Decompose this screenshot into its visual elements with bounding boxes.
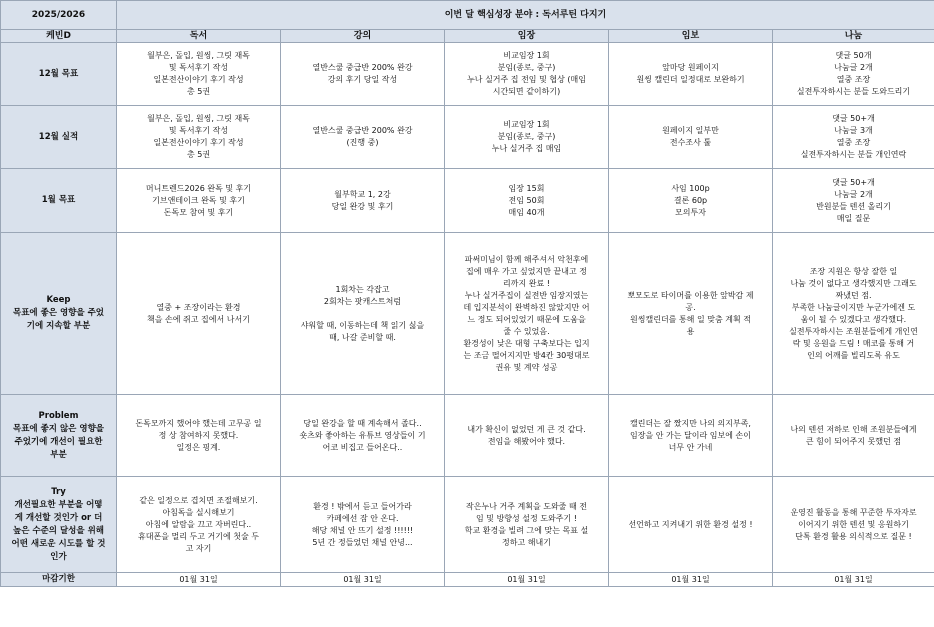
column-header-site-visit[interactable]: 임장	[445, 30, 609, 43]
cell-line: 매일 질문	[836, 213, 871, 223]
cell-line: 학교 환경을 빌려 그에 맞는 목표 설	[464, 525, 589, 535]
cell-report[interactable]	[609, 106, 773, 169]
cell-line: 데 입지분석이 완벽하진 않았지만 어	[463, 302, 590, 312]
cell-line: 캘린더는 잘 짰지만 나의 의지부족,	[630, 418, 751, 428]
cell-line: 앞마당 원페이지	[662, 63, 719, 72]
cell-line: 월부은, 돌입, 원씽, 그릿 재독	[147, 51, 250, 60]
cell-line: 및 독서후기 작성	[168, 63, 229, 72]
cell-line: 일정은 핑계.	[176, 442, 221, 452]
cell-line: 기브앤테이크 완독 및 후기	[152, 195, 245, 205]
cell-line: 매임 40개	[508, 207, 545, 217]
cell-line: 01월 31일	[343, 574, 382, 584]
cell-line: 전수조사 툴	[669, 138, 712, 147]
cell-line: 머니트렌드2026 완독 및 후기	[145, 183, 252, 193]
cell-line: 인의 어깨를 빌리도록 유도	[807, 350, 900, 360]
cell-line: 원씽캘린더를 통해 일 맞춤 계획 적	[630, 314, 751, 324]
cell-line: 돈독모까지 했어야 했는데 고무공 일	[135, 418, 262, 428]
cell-line: 사임 100p	[671, 183, 710, 193]
row-label-cell[interactable]	[1, 169, 117, 233]
cell-report[interactable]	[609, 395, 773, 477]
cell-line: 1회차는 각잡고	[335, 284, 390, 294]
cell-line: 분임(종로, 중구)	[497, 63, 556, 72]
row-label-cell[interactable]	[1, 573, 117, 587]
cell-line: 총 5권	[186, 87, 211, 96]
cell-line: 용	[686, 326, 695, 336]
cell-site-visit[interactable]	[445, 573, 609, 587]
cell-line: 비교임장 1회	[503, 51, 550, 60]
cell-line: 나눔글 2개	[834, 189, 873, 199]
cell-lecture[interactable]	[281, 233, 445, 395]
row-label-line: 부분	[50, 449, 67, 460]
cell-line: 뽀모도로 타이머를 이용한 앞박감 제	[627, 290, 754, 300]
cell-sharing[interactable]	[773, 395, 934, 477]
theme-row	[1, 1, 934, 30]
cell-line: 원씽 캘린더 일정대로 보완하기	[636, 75, 745, 84]
cell-line: 01월 31일	[507, 574, 546, 584]
cell-line: 누나 실거주집이 실전반 임장지였는	[464, 290, 589, 300]
cell-line: 카페에선 잠 안 온다.	[326, 513, 399, 523]
cell-line: 임 및 방향성 설정 도와주기 !	[476, 513, 577, 523]
theme-cell[interactable]: 이번 달 핵심성장 분야 : 독서루틴 다지기	[117, 1, 934, 30]
cell-site-visit[interactable]	[445, 106, 609, 169]
cell-lecture[interactable]	[281, 169, 445, 233]
cell-site-visit[interactable]	[445, 233, 609, 395]
cell-line: 짜냈던 점.	[835, 290, 872, 300]
cell-reading[interactable]	[117, 573, 281, 587]
deadline-row	[1, 573, 934, 587]
cell-line: 정하고 해내기	[502, 537, 551, 547]
column-header-reading[interactable]: 독서	[117, 30, 281, 43]
cell-line: (진행 중)	[346, 138, 379, 147]
cell-line: 전임을 해봤어야 했다.	[487, 436, 566, 446]
cell-line: 선언하고 지켜내기 위한 환경 설정 !	[628, 519, 753, 529]
cell-line: 반원분들 텐션 올리기	[816, 201, 891, 211]
cell-report[interactable]	[609, 169, 773, 233]
cell-line: 락 및 응원을 드림 ! 매코를 통해 거	[792, 338, 915, 348]
cell-line: 01월 31일	[834, 574, 873, 584]
cell-report[interactable]	[609, 233, 773, 395]
cell-sharing[interactable]	[773, 233, 934, 395]
cell-line: 나의 텐션 저하로 인해 조원분들에게	[790, 424, 917, 434]
cell-line: 환경 ! 밖에서 듣고 들어가라	[313, 501, 412, 511]
cell-line: 너무 안 가네	[668, 442, 713, 452]
cell-line: 5년 간 정들었던 채널 안녕...	[312, 537, 413, 547]
cell-reading[interactable]	[117, 477, 281, 573]
row-label-line: Problem	[38, 410, 79, 421]
cell-reading[interactable]	[117, 106, 281, 169]
cell-line: 나눔글 3개	[834, 126, 873, 135]
cell-line: 파써미님이 함께 해주셔서 악천후에	[464, 254, 589, 264]
cell-site-visit[interactable]	[445, 395, 609, 477]
cell-lecture[interactable]	[281, 573, 445, 587]
cell-line: 느 정도 되어있었기 때문에 도움을	[467, 314, 586, 324]
column-header-report[interactable]: 임보	[609, 30, 773, 43]
cell-line: 샤워할 때, 이동하는데 책 읽기 싫을	[300, 320, 425, 330]
cell-line: 때, 나갈 준비할 때.	[329, 332, 396, 342]
cell-line: 권유 및 계약 성공	[495, 362, 558, 372]
cell-line: 전임 50회	[508, 195, 545, 205]
cell-reading[interactable]	[117, 395, 281, 477]
cell-sharing[interactable]	[773, 106, 934, 169]
row-label-line: 주었기에 개선이 필요한	[14, 436, 103, 447]
cell-line: 비교임장 1회	[503, 120, 550, 129]
cell-sharing[interactable]	[773, 43, 934, 106]
cell-site-visit[interactable]	[445, 169, 609, 233]
year-cell[interactable]: 2025/2026	[1, 1, 117, 30]
cell-lecture[interactable]	[281, 477, 445, 573]
cell-line: 임장 15회	[508, 183, 545, 193]
cell-sharing[interactable]	[773, 573, 934, 587]
cell-line: 당일 완강 및 후기	[331, 201, 394, 211]
row-label-line: 높은 수준의 달성을 위해	[13, 525, 104, 536]
cell-line: 월부은, 돌입, 원씽, 그릿 재독	[147, 114, 250, 123]
row-label-line: 목표에 좋은 영향을 주었	[13, 308, 104, 318]
keep-row	[1, 233, 934, 395]
cell-line: 아침독을 실시해보기	[162, 507, 235, 517]
row-label-line: 게 개선할 것인가 or 더	[14, 512, 103, 523]
row-label-cell[interactable]	[1, 395, 117, 477]
cell-line: 월부학교 1, 2강	[334, 189, 391, 199]
row-label-line: 1월 목표	[41, 195, 76, 205]
cell-line: 2회차는 팟캐스트처럼	[323, 296, 402, 306]
cell-line: 01월 31일	[179, 574, 218, 584]
cell-line: 공.	[685, 302, 696, 312]
cell-line: 실전투자하시는 분들 개인연락	[800, 150, 907, 159]
cell-site-visit[interactable]	[445, 43, 609, 106]
row-label-cell[interactable]	[1, 477, 117, 573]
cell-lecture[interactable]	[281, 43, 445, 106]
row-label-line: 기에 지속할 부분	[26, 321, 91, 331]
cell-line: 조장 지원은 항상 잘한 일	[809, 266, 898, 276]
cell-line: 결론 60p	[673, 195, 708, 205]
cell-line: 열반스쿨 중급반 200% 완강	[312, 63, 413, 72]
cell-line: 강의 후기 당일 작성	[327, 75, 398, 84]
cell-line: 휴대폰을 멀리 두고 거기에 첫술 두	[138, 531, 259, 541]
cell-line: 실전투자하시는 분들 도와드리기	[796, 87, 911, 96]
cell-line: 책을 손에 쥐고 집에서 나서기	[147, 314, 250, 324]
cell-line: 임장을 안 가는 달이라 임보에 손이	[630, 430, 751, 440]
row-label-line: 목표에 좋지 않은 영향을	[13, 423, 104, 434]
row-label-line: 어떤 새로운 시도를 할 것	[11, 538, 106, 549]
dec-result-row	[1, 106, 934, 169]
cell-line: 숏츠와 좋아하는 유튜브 영상들이 기	[299, 430, 426, 440]
row-label-line: Keep	[46, 295, 71, 305]
cell-line: 모의투자	[675, 207, 706, 217]
cell-line: 댓글 50+개	[832, 177, 875, 187]
cell-line: 일본전산이야기 후기 작성	[153, 138, 244, 147]
cell-line: 및 독서후기 작성	[168, 126, 229, 135]
cell-lecture[interactable]	[281, 395, 445, 477]
cell-line: 실전투자하시는 조원분들에게 개인연	[789, 326, 918, 336]
cell-line: 작은누나 거주 계획을 도와줄 때 전	[466, 501, 587, 511]
row-label-line: 12월 실적	[38, 131, 79, 142]
row-label-line: Try	[51, 486, 66, 497]
row-label-line: 마감기한	[42, 574, 75, 584]
cell-line: 단톡 환경 활용 의식적으로 질문 !	[795, 531, 912, 541]
cell-line: 나눔글 2개	[834, 63, 873, 72]
cell-line: 내가 확신이 없었던 게 큰 것 같다.	[467, 424, 586, 434]
cell-line: 줄 수 있었음.	[503, 326, 550, 336]
column-header-lecture[interactable]: 강의	[281, 30, 445, 43]
dec-goal-row	[1, 43, 934, 106]
row-label-cell[interactable]	[1, 106, 117, 169]
cell-line: 집에 매우 가고 싶었지만 끝내고 정	[466, 266, 587, 276]
cell-line: 환경성이 낮은 대형 구축보다는 입지	[463, 338, 590, 348]
cell-line: 같은 일정으로 겹치면 조절해보기.	[139, 495, 258, 505]
cell-line: 일본전산이야기 후기 작성	[153, 75, 244, 84]
cell-line: 댓글 50+개	[832, 114, 875, 123]
cell-sharing[interactable]	[773, 169, 934, 233]
cell-site-visit[interactable]	[445, 477, 609, 573]
try-row	[1, 477, 934, 573]
cell-lecture[interactable]	[281, 106, 445, 169]
cell-line: 부족한 나눔글이지만 누군가에겐 도	[791, 302, 916, 312]
cell-line: 01월 31일	[671, 574, 710, 584]
cell-line: 큰 힘이 되어주지 못했던 점	[805, 436, 902, 446]
cell-line: 열중 + 조장이라는 환경	[156, 302, 241, 312]
jan-goal-row	[1, 169, 934, 233]
cell-line: 분임(종로, 중구)	[497, 132, 556, 141]
cell-line: 어코 비집고 들어온다..	[322, 442, 403, 452]
row-label-line: 인가	[50, 551, 67, 562]
problem-row	[1, 395, 934, 477]
cell-line: 시간되면 같이하기)	[492, 87, 561, 96]
row-label-cell[interactable]	[1, 43, 117, 106]
header-label-cell[interactable]: 케빈D	[1, 30, 117, 43]
cell-line: 움이 될 수 있겠다고 생각했다.	[800, 314, 907, 324]
cell-line: 해당 채널 안 뜨기 설정 !!!!!!	[311, 525, 414, 535]
column-header-sharing[interactable]: 나눔	[773, 30, 934, 43]
row-label-cell[interactable]	[1, 233, 117, 395]
cell-line: 열반스쿨 중급반 200% 완강	[312, 126, 413, 135]
cell-line: 댓글 50개	[835, 51, 872, 60]
cell-line: 열중 조장	[836, 138, 871, 147]
cell-line: 는 조금 떨어지지만 방4칸 30평대로	[463, 350, 590, 360]
cell-line: 고 자기	[185, 543, 212, 553]
cell-reading[interactable]	[117, 233, 281, 395]
cell-sharing[interactable]	[773, 477, 934, 573]
row-label-line: 12월 목표	[38, 68, 79, 79]
row-label-line: 개선필요한 부분을 어떻	[14, 499, 103, 510]
cell-report[interactable]	[609, 573, 773, 587]
cell-line: 아침에 알람을 끄고 자버린다..	[145, 519, 252, 529]
cell-line: 운영진 활동을 통해 꾸준한 투자자로	[790, 507, 917, 517]
cell-line: 누나 실거주 집 매임	[491, 144, 562, 153]
cell-line: 돈독모 참여 및 후기	[163, 207, 234, 217]
cell-line	[284, 308, 441, 320]
cell-report[interactable]	[609, 43, 773, 106]
cell-line: 리까지 완료 !	[503, 278, 550, 288]
cell-line: 당일 완강을 할 때 계속해서 졸다..	[303, 418, 422, 428]
cell-reading[interactable]	[117, 43, 281, 106]
column-header-row	[1, 30, 934, 43]
cell-line: 총 5권	[186, 150, 211, 159]
cell-line: 정 상 참여하지 못했다.	[158, 430, 239, 440]
cell-line: 열중 조장	[836, 75, 871, 84]
cell-line: 나눔 것이 없다고 생각했지만 그래도	[790, 278, 917, 288]
cell-report[interactable]	[609, 477, 773, 573]
cell-line: 원페이지 일부만	[662, 126, 719, 135]
cell-line: 누나 실거주 집 전임 및 협상 (매임	[467, 75, 586, 84]
cell-line: 이어지기 위한 텐션 및 응원하기	[798, 519, 909, 529]
cell-reading[interactable]	[117, 169, 281, 233]
